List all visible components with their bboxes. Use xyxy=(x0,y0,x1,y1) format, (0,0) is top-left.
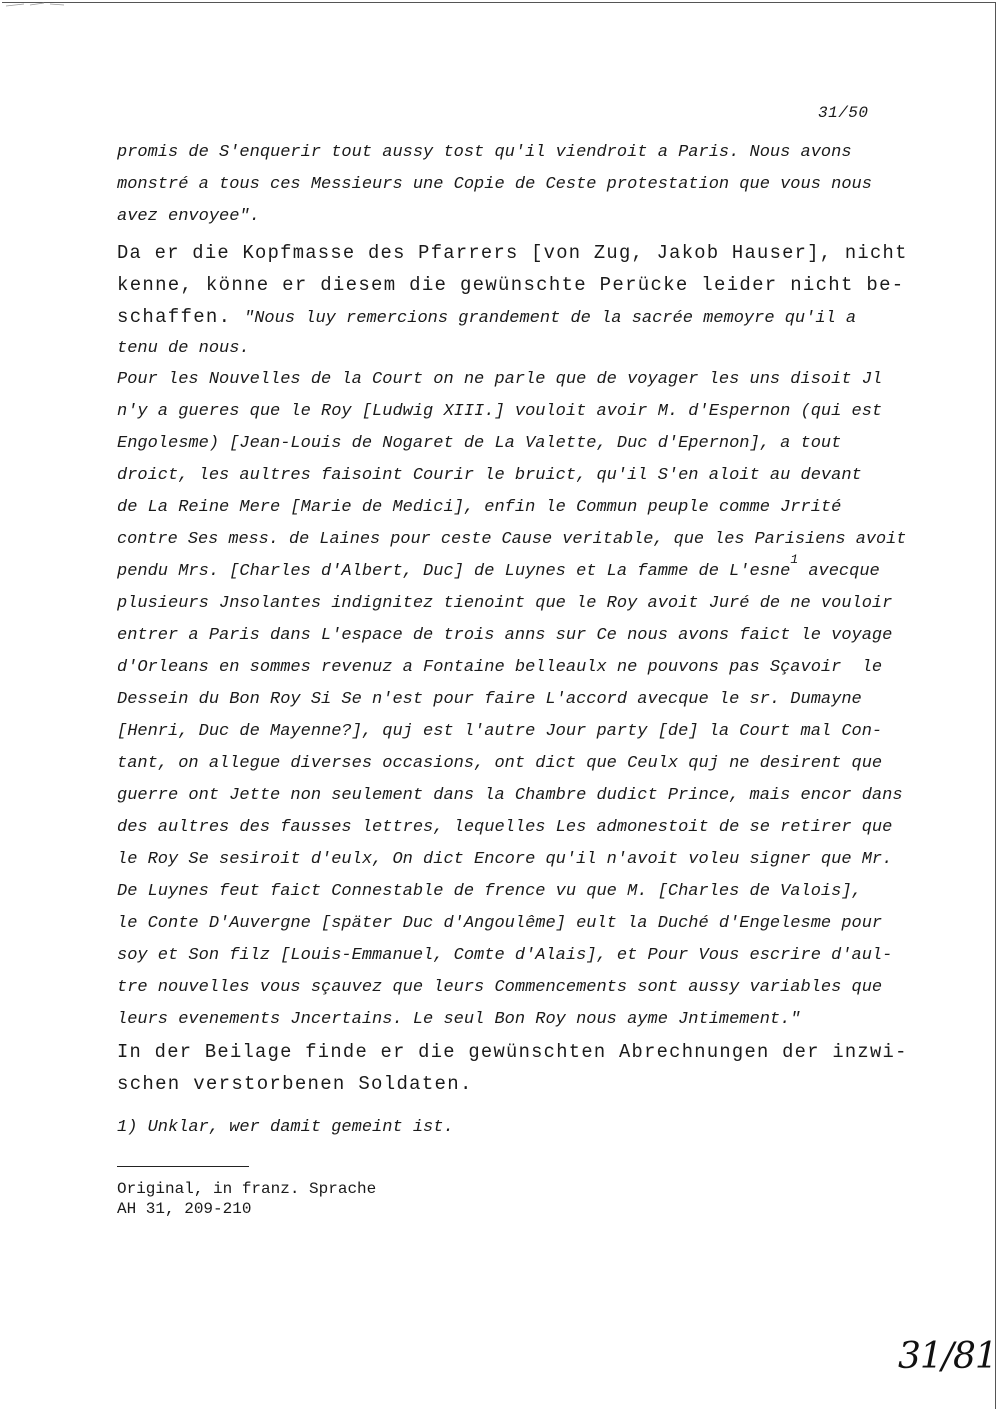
text-segment: schen verstorbenen Soldaten. xyxy=(117,1073,473,1095)
text-segment: de La Reine Mere [Marie de Medici], enfin le Commun peuple comme Jrrité xyxy=(117,498,842,517)
text-segment: [Henri, Duc de Mayenne?], quj est l'autre Jour party [de] la Court mal Con- xyxy=(117,722,883,741)
text-segment: schaffen. xyxy=(117,306,245,328)
text-line xyxy=(117,207,260,227)
handwritten-page-number: 31/81 xyxy=(898,1336,997,1377)
footnote-marker: 1 xyxy=(790,552,799,567)
text-line xyxy=(117,690,862,710)
text-line xyxy=(117,1042,908,1064)
text-line xyxy=(117,370,882,390)
text-line xyxy=(117,243,908,265)
text-segment: kenne, könne er diesem die gewünschte Perücke leider nicht be- xyxy=(117,274,905,296)
text-line xyxy=(117,530,906,550)
text-segment: soy et Son filz [Louis-Emmanuel, Comte d'Alais], et Pour Vous escrire d'aul- xyxy=(117,946,893,965)
text-line xyxy=(117,307,856,329)
text-line xyxy=(117,1074,473,1096)
text-segment: le Roy Se sesiroit d'eulx, On dict Encore qu'il n'avoit voleu signer que Mr. xyxy=(117,850,893,869)
footnote-rule xyxy=(117,1166,249,1167)
source-original: Original, in franz. Sprache xyxy=(117,1180,377,1198)
text-segment: pendu Mrs. [Charles d'Albert, Duc] de Luynes et La famme de L'esne xyxy=(117,562,791,581)
text-segment: n'y a gueres que le Roy [Ludwig XIII.] vouloit avoir M. d'Espernon (qui est xyxy=(117,402,883,421)
text-line xyxy=(117,339,250,359)
text-line xyxy=(117,498,841,518)
text-segment: monstré a tous ces Messieurs une Copie de Ceste protestation que vous nous xyxy=(117,175,872,194)
text-segment: entrer a Paris dans L'espace de trois anns sur Ce nous avons faict le voyage xyxy=(117,626,893,645)
text-segment: contre Ses mess. de Laines pour ceste Cause veritable, que les Parisiens avoit xyxy=(117,530,907,549)
text-line xyxy=(117,143,852,163)
footnote: 1) Unklar, wer damit gemeint ist. xyxy=(117,1118,454,1137)
text-line xyxy=(117,275,905,297)
text-segment: De Luynes feut faict Connestable de frence vu que M. [Charles de Valois], xyxy=(117,882,862,901)
text-line xyxy=(117,946,892,966)
text-segment: droict, les aultres faisoint Courir le bruict, qu'il S'en aloit au devant xyxy=(117,466,862,485)
text-segment: "Nous luy remercions grandement de la sacrée memoyre qu'il a xyxy=(244,309,857,328)
text-segment: avez envoyee". xyxy=(117,207,260,226)
text-line xyxy=(117,850,892,870)
text-segment: d'Orleans en sommes revenuz a Fontaine belleaulx ne pouvons pas Sçavoir le xyxy=(117,658,883,677)
text-line xyxy=(117,658,882,678)
text-segment: Dessein du Bon Roy Si Se n'est pour faire L'accord avecque le sr. Dumayne xyxy=(117,690,862,709)
text-line xyxy=(117,466,862,486)
text-segment: Da er die Kopfmasse des Pfarrers [von Zug, Jakob Hauser], nicht xyxy=(117,242,908,264)
text-segment: Engolesme) [Jean-Louis de Nogaret de La Valette, Duc d'Epernon], a tout xyxy=(117,434,842,453)
text-line xyxy=(117,402,882,422)
page-number: 31/50 xyxy=(818,104,869,122)
text-segment: des aultres des fausses lettres, lequelles Les admonestoit de se retirer que xyxy=(117,818,893,837)
text-line xyxy=(117,818,892,838)
text-segment: Pour les Nouvelles de la Court on ne parle que de voyager les uns disoit Jl xyxy=(117,370,883,389)
text-line xyxy=(117,914,882,934)
text-segment: leurs evenements Jncertains. Le seul Bon Roy nous ayme Jntimement." xyxy=(117,1010,801,1029)
text-line xyxy=(117,786,903,806)
text-segment: promis de S'enquerir tout aussy tost qu'il viendroit a Paris. Nous avons xyxy=(117,143,852,162)
text-line xyxy=(117,754,882,774)
source-reference: AH 31, 209-210 xyxy=(117,1200,252,1218)
text-segment: guerre ont Jette non seulement dans la Chambre dudict Prince, mais encor dans xyxy=(117,786,903,805)
text-line xyxy=(117,978,882,998)
text-line xyxy=(117,722,882,742)
scan-artifact xyxy=(4,0,84,12)
text-segment: tre nouvelles vous sçauvez que leurs Commencements sont aussy variables que xyxy=(117,978,883,997)
text-segment: plusieurs Jnsolantes indignitez tienoint que le Roy avoit Juré de ne vouloir xyxy=(117,594,893,613)
text-segment: le Conte D'Auvergne [später Duc d'Angoulême] eult la Duché d'Engelesme pour xyxy=(117,914,883,933)
text-line xyxy=(117,1010,801,1030)
text-line xyxy=(117,434,841,454)
text-segment: avecque xyxy=(798,562,880,581)
text-line xyxy=(117,882,862,902)
text-segment: In der Beilage finde er die gewünschten Abrechnungen der inzwi- xyxy=(117,1041,908,1063)
text-line xyxy=(117,175,872,195)
text-segment: tenu de nous. xyxy=(117,339,250,358)
text-line xyxy=(117,552,880,582)
text-line xyxy=(117,626,892,646)
text-segment: tant, on allegue diverses occasions, ont dict que Ceulx quj ne desirent que xyxy=(117,754,883,773)
text-line xyxy=(117,594,892,614)
